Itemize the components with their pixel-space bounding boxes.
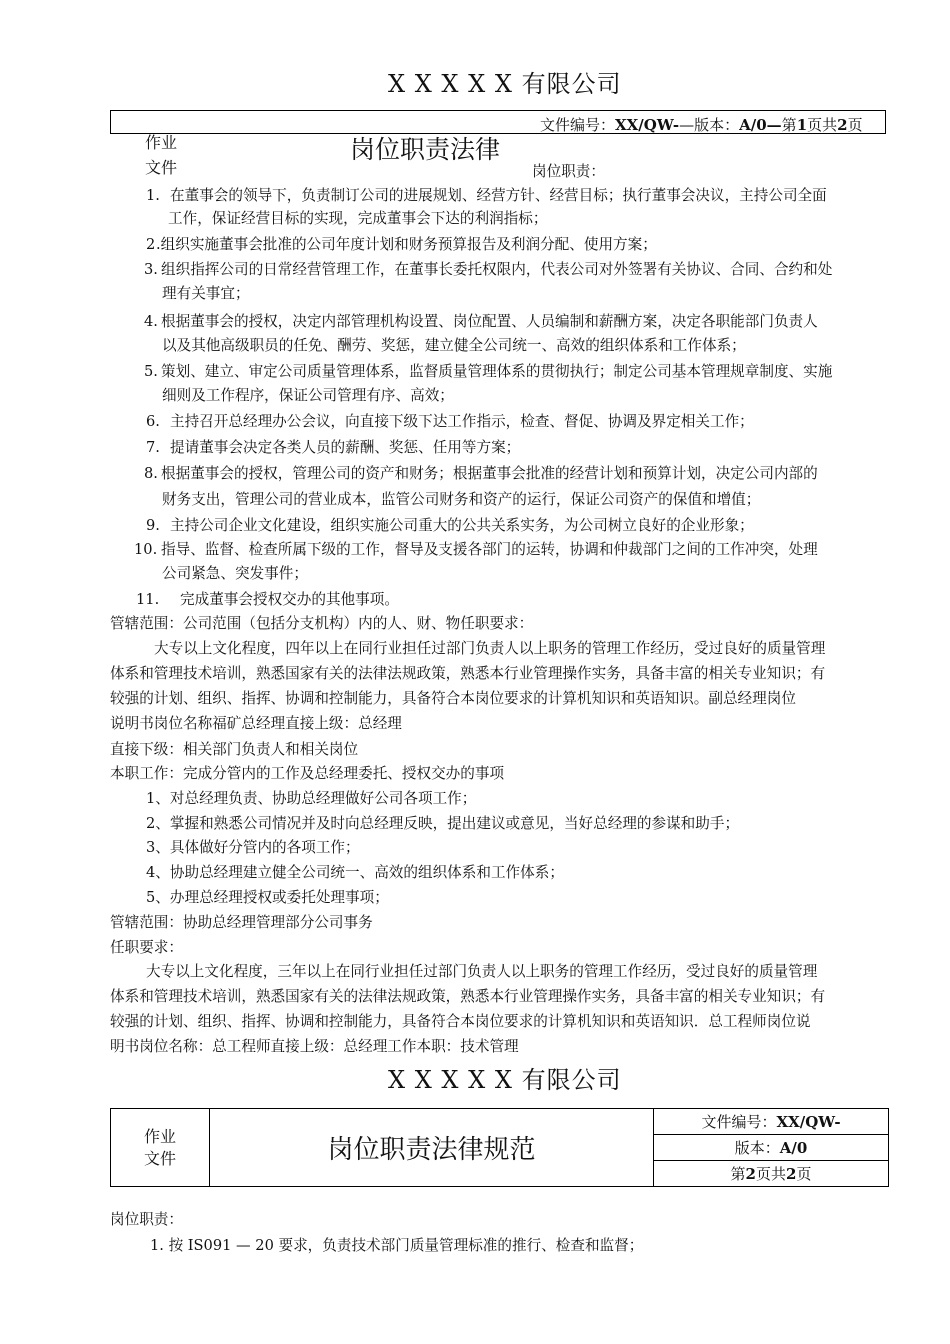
duty-6-line1: 主持召开总经理办公会议，向直接下级下达工作指示，检查、督促、协调及界定相关工作； [170, 413, 754, 430]
duty-11-line1: 完成董事会授权交办的其他事项。 [180, 591, 399, 608]
subordinate-line: 直接下级：相关部门负责人和相关岗位 [110, 741, 359, 758]
duty-3-num: 3. [144, 261, 158, 278]
doc-page-n: 2 [745, 1165, 756, 1183]
page-title: 岗位职责法律 [350, 135, 501, 164]
duty-2-line1: .组织实施董事会批准的公司年度计划和财务预算报告及利润分配、使用方案； [156, 236, 657, 253]
vp-req-para-1: 大专以上文化程度，三年以上在同行业担任过部门负责人以上职务的管理工作经历，受过良好的质量管理 [146, 963, 818, 980]
duty-4-line1: 根据董事会的授权，决定内部管理机构设置、岗位配置、人员编制和薪酬方案，决定各职能部门负责人 [161, 313, 818, 330]
duty-10-num: 10. [134, 541, 158, 558]
duty-6-num: 6. [146, 413, 160, 430]
duty-2-num: 2 [146, 236, 156, 253]
doc-page-total: 2 [786, 1165, 797, 1183]
doc-meta-page-total: 2 [837, 116, 848, 134]
doc-code-cell [654, 1109, 889, 1135]
duty-7-num: 7. [146, 439, 160, 456]
duty-1-num: 1. [146, 187, 160, 204]
header-table [110, 1108, 889, 1187]
duty-7-line1: 提请董事会决定各类人员的薪酬、奖惩、任用等方案； [170, 439, 521, 456]
doc-code-value: XX/QW- [776, 1113, 841, 1131]
duty-3-line2: 理有关事宜； [162, 285, 250, 302]
doc-type-line2: 文件 [143, 1148, 176, 1168]
duty-11-num: 11. [136, 591, 160, 608]
duty-9-num: 9. [146, 517, 160, 534]
doc-page-b: 页共 [755, 1165, 786, 1183]
doc-meta-page-n: 1 [796, 116, 808, 134]
duty-4-line2: 以及其他高级职员的任免、酬劳、奖惩，建立健全公司统一、高效的组织体系和工作体系； [162, 337, 746, 354]
duty-4-num: 4. [144, 313, 158, 330]
duty-8-line1: 根据董事会的授权，管理公司的资产和财务；根据董事会批准的经营计划和预算计划，决定公司内部的 [161, 465, 818, 482]
duty-9-line1: 主持公司企业文化建设，组织实施公司重大的公共关系实务，为公司树立良好的企业形象； [170, 517, 754, 534]
duties-label-page2: 岗位职责： [110, 1211, 183, 1228]
duty-10-line2: 公司紧急、突发事件； [162, 565, 308, 582]
vp-duty-4: 4、协助总经理建立健全公司统一、高效的组织体系和工作体系； [146, 864, 564, 881]
vp-duty-1: 1、对总经理负责、协助总经理做好公司各项工作； [146, 790, 477, 807]
doc-title-cell: 岗位职责法律规范 [210, 1109, 654, 1187]
doc-page-c: 页 [796, 1165, 812, 1183]
duty-8-line2: 财务支出，管理公司的营业成本，监管公司财务和资产的运行，保证公司资产的保值和增值； [162, 491, 761, 508]
page2-duty-1: 1. 按 IS091 — 20 要求，负责技术部门质量管理标准的推行、检查和监督； [150, 1237, 644, 1254]
req-para-4: 说明书岗位名称福矿总经理直接上级：总经理 [110, 715, 402, 732]
req-para-3: 较强的计划、组织、指挥、协调和控制能力，具备符合本岗位要求的计算机知识和英语知识。副总经理岗位 [110, 690, 796, 707]
req-para-1: 大专以上文化程度，四年以上在同行业担任过部门负责人以上职务的管理工作经历，受过良好的质量管理 [154, 640, 826, 657]
duty-8-num: 8. [144, 465, 158, 482]
duties-label: 岗位职责： [532, 163, 605, 180]
duty-1-line2: 工作，保证经营目标的实现，完成董事会下达的利润指标； [168, 210, 548, 227]
doc-type-line1: 作业 [143, 1126, 176, 1146]
doc-meta-page-c: 页 [847, 116, 863, 134]
vp-req-para-2: 体系和管理技术培训，熟悉国家有关的法律法规政策，熟悉本行业管理操作实务，具备丰富的相关专业知识；有 [110, 988, 826, 1005]
vp-req-para-3: 较强的计划、组织、指挥、协调和控制能力，具备符合本岗位要求的计算机知识和英语知识．总工程师岗位说 [110, 1013, 811, 1030]
doc-version-cell [654, 1135, 889, 1161]
doc-type-cell [111, 1109, 210, 1187]
doc-type-line2: 文件 [145, 158, 178, 177]
vp-duty-3: 3、具体做好分管内的各项工作； [146, 839, 360, 856]
duty-5-num: 5. [144, 363, 158, 380]
duty-5-line1: 策划、建立、审定公司质量管理体系，监督质量管理体系的贯彻执行；制定公司基本管理规章制度、实施 [161, 363, 833, 380]
doc-meta-mid: —版本： [679, 116, 740, 134]
doc-page-cell [654, 1161, 889, 1187]
doc-page-a: 第 [730, 1165, 746, 1183]
doc-version-label: 版本： [734, 1139, 780, 1157]
vp-req-para-4: 明书岗位名称：总工程师直接上级：总经理工作本职：技术管理 [110, 1038, 519, 1055]
company-name-page2: X X X X X 有限公司 [388, 1066, 622, 1094]
duty-1-line1: 在董事会的领导下，负责制订公司的进展规划、经营方针、经营目标；执行董事会决议，主持公司全面 [170, 187, 827, 204]
doc-meta-page-b: 页共 [807, 116, 838, 134]
doc-meta-prefix: 文件编号： [540, 116, 616, 134]
duty-10-line1: 指导、监督、检查所属下级的工作，督导及支援各部门的运转，协调和仲裁部门之间的工作冲突，处理 [161, 541, 818, 558]
doc-meta-page-a: 第 [781, 116, 797, 134]
doc-type-line1: 作业 [145, 133, 178, 152]
doc-meta-version: A/0— [739, 116, 782, 134]
job-line: 本职工作：完成分管内的工作及总经理委托、授权交办的事项 [110, 765, 505, 782]
vp-req-label: 任职要求： [110, 939, 183, 956]
vp-duty-2: 2、掌握和熟悉公司情况并及时向总经理反映，提出建议或意见，当好总经理的参谋和助手； [146, 815, 740, 832]
doc-version-value: A/0 [779, 1139, 808, 1157]
company-name: X X X X X 有限公司 [388, 70, 622, 98]
req-para-2: 体系和管理技术培训，熟悉国家有关的法律法规政策，熟悉本行业管理操作实务，具备丰富的相关专业知识；有 [110, 665, 826, 682]
vp-duty-5: 5、办理总经理授权或委托处理事项； [146, 889, 389, 906]
doc-meta-code: XX/QW- [615, 116, 680, 134]
doc-code-label: 文件编号： [701, 1113, 777, 1131]
scope-line: 管辖范围：公司范围（包括分支机构）内的人、财、物任职要求： [110, 615, 534, 632]
doc-meta [540, 114, 863, 135]
duty-5-line2: 细则及工作程序，保证公司管理有序、高效； [162, 387, 454, 404]
vp-scope: 管辖范围：协助总经理管理部分公司事务 [110, 914, 373, 931]
duty-3-line1: 组织指挥公司的日常经营管理工作，在董事长委托权限内，代表公司对外签署有关协议、合同、合约和处 [161, 261, 833, 278]
